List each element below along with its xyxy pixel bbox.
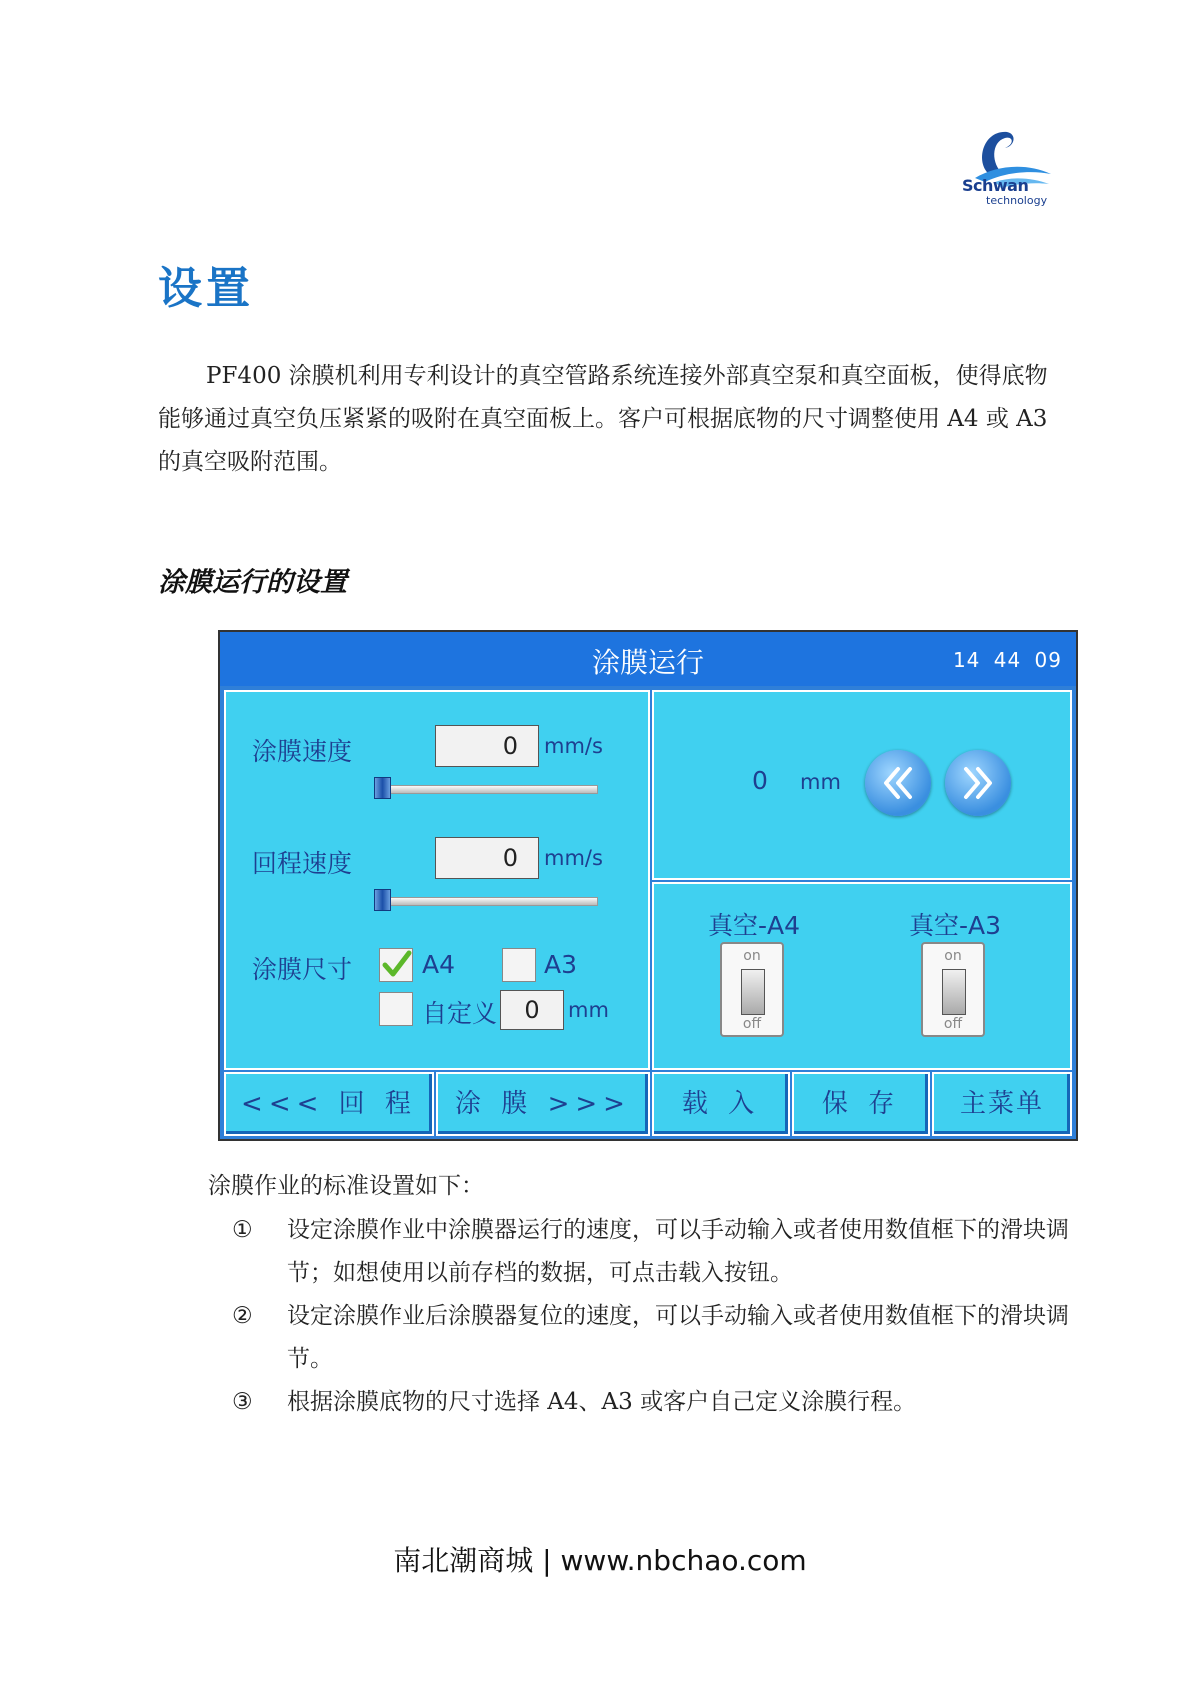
a4-option-label: A4 [422, 950, 456, 979]
save-button[interactable]: 保 存 [792, 1072, 930, 1136]
switch-rocker-icon [741, 969, 765, 1015]
page-title: 设置 [158, 263, 254, 314]
a4-checkbox[interactable] [379, 948, 413, 982]
hmi-title-bar [220, 632, 1076, 686]
vacuum-a3-label: 真空-A3 [909, 911, 1002, 940]
return-speed-input[interactable]: 0 [435, 837, 539, 879]
double-chevron-left-icon [865, 750, 931, 816]
steps-list [232, 1209, 1072, 1424]
list-item [232, 1209, 1072, 1295]
custom-length-input[interactable]: 0 [500, 990, 564, 1030]
custom-checkbox[interactable] [379, 992, 413, 1026]
vacuum-a4-label: 真空-A4 [708, 911, 801, 940]
coat-speed-slider[interactable] [374, 785, 598, 794]
step-number: ② [232, 1303, 253, 1329]
list-item [232, 1295, 1072, 1381]
return-speed-unit: mm/s [544, 846, 603, 870]
switch-off-label: off [943, 1016, 963, 1032]
coat-speed-unit: mm/s [544, 734, 603, 758]
intro-paragraph [158, 355, 1058, 484]
switch-on-label: on [743, 948, 761, 964]
load-button[interactable]: 载 入 [652, 1072, 790, 1136]
custom-length-unit: mm [568, 998, 609, 1022]
hmi-title: 涂膜运行 [591, 646, 704, 679]
vacuum-a4-switch[interactable] [720, 942, 784, 1037]
coat-speed-slider-thumb[interactable] [374, 777, 391, 799]
move-back-button[interactable] [865, 750, 931, 816]
a3-option-label: A3 [544, 950, 578, 979]
logo-name: Schwan [962, 176, 1029, 195]
list-item [232, 1381, 1072, 1424]
step-number: ① [232, 1217, 253, 1243]
hmi-screen [218, 630, 1078, 1141]
step-text: 设定涂膜作业中涂膜器运行的速度，可以手动输入或者使用数值框下的滑块调节；如想使用以前存档的数据，可点击载入按钮。 [287, 1217, 1069, 1286]
coat-size-label: 涂膜尺寸 [252, 955, 353, 984]
switch-rocker-icon [942, 969, 966, 1015]
coat-button[interactable]: 涂 膜 >>> [436, 1072, 650, 1136]
double-chevron-right-icon [945, 750, 1011, 816]
logo-subtitle: technology [986, 194, 1048, 207]
return-button[interactable]: <<< 回 程 [224, 1072, 434, 1136]
step-number: ③ [232, 1389, 253, 1415]
check-icon [379, 948, 413, 982]
main-menu-button[interactable]: 主菜单 [932, 1072, 1072, 1136]
move-forward-button[interactable] [945, 750, 1011, 816]
a3-checkbox[interactable] [502, 948, 536, 982]
return-speed-slider[interactable] [374, 897, 598, 906]
custom-option-label: 自定义 [422, 999, 498, 1028]
return-speed-slider-thumb[interactable] [374, 889, 391, 911]
position-unit: mm [800, 770, 841, 794]
hmi-clock: 14 44 09 [952, 648, 1062, 672]
coat-speed-input[interactable]: 0 [435, 725, 539, 767]
section-subtitle: 涂膜运行的设置 [158, 567, 347, 598]
return-speed-label: 回程速度 [252, 849, 353, 878]
coat-speed-label: 涂膜速度 [252, 737, 353, 766]
switch-off-label: off [742, 1016, 762, 1032]
vacuum-a3-switch[interactable] [921, 942, 985, 1037]
step-text: 设定涂膜作业后涂膜器复位的速度，可以手动输入或者使用数值框下的滑块调节。 [287, 1303, 1069, 1372]
footer-site[interactable]: 南北潮商城 | www.nbchao.com [393, 1544, 807, 1577]
speed-panel [224, 690, 650, 1070]
switch-on-label: on [944, 948, 962, 964]
vacuum-panel [652, 882, 1072, 1070]
intro-text: PF400 涂膜机利用专利设计的真空管路系统连接外部真空泵和真空面板，使得底物能够通过真空负压紧紧的吸附在真空面板上。客户可根据底物的尺寸调整使用 A4 或 A3 的真空吸附范围。 [158, 363, 1048, 475]
position-value: 0 [752, 766, 768, 795]
position-panel [652, 690, 1072, 880]
step-text: 根据涂膜底物的尺寸选择 A4、A3 或客户自己定义涂膜行程。 [287, 1389, 917, 1415]
standard-settings-title: 涂膜作业的标准设置如下： [208, 1173, 484, 1199]
